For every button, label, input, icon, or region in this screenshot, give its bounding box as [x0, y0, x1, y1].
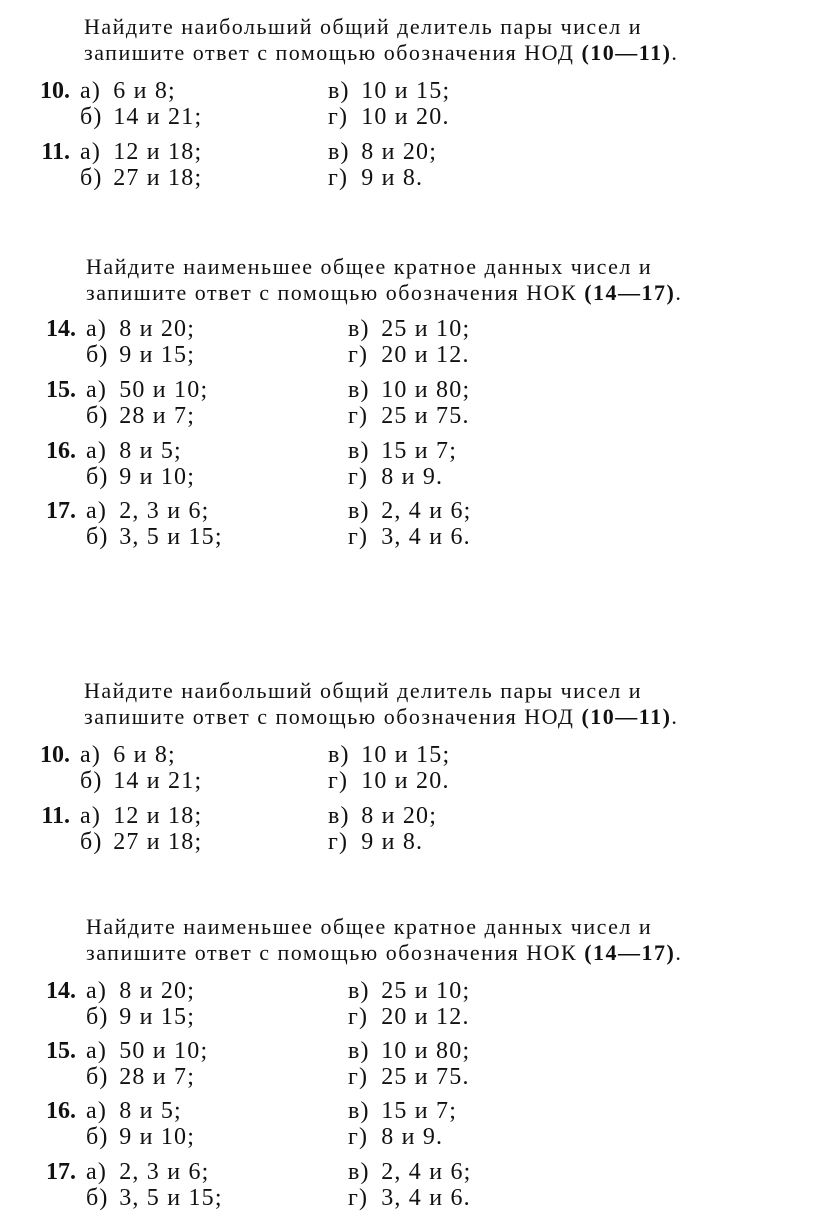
exercise: [0, 1098, 816, 1150]
item-label: б): [86, 1185, 109, 1211]
exercise-item-g: [348, 342, 470, 368]
item-label: в): [348, 498, 370, 524]
exercise: [0, 139, 816, 191]
exercise: [0, 438, 816, 490]
item-text: 6 и 8;: [113, 78, 176, 104]
section-prompt: [84, 14, 678, 66]
exercise-item-g: [328, 829, 423, 855]
item-text: 20 и 12.: [381, 1004, 470, 1030]
exercise: [0, 803, 816, 855]
item-label: г): [348, 464, 369, 490]
item-label: г): [348, 1004, 369, 1030]
exercise: [0, 1038, 816, 1090]
exercise-item-v: [348, 316, 470, 342]
item-text: 2, 3 и 6;: [119, 498, 210, 524]
prompt-line-2-end: .: [671, 40, 679, 65]
prompt-line-1: Найдите наименьшее общее кратное данных чисел и: [86, 254, 653, 279]
exercise-number: 10.: [40, 742, 70, 768]
exercise-number: 16.: [46, 1098, 76, 1124]
exercise-item-b: [86, 403, 195, 429]
exercise-number: 11.: [41, 139, 70, 165]
item-label: а): [86, 316, 108, 342]
item-label: а): [80, 803, 102, 829]
item-text: 9 и 10;: [119, 464, 196, 490]
item-text: 25 и 10;: [381, 978, 471, 1004]
item-text: 8 и 5;: [119, 1098, 182, 1124]
item-label: б): [86, 1004, 109, 1030]
exercise-range: (10—11): [581, 704, 672, 729]
exercise-item-a: [86, 1098, 182, 1124]
exercise-item-a: [86, 978, 195, 1004]
item-text: 10 и 15;: [361, 78, 451, 104]
item-text: 3, 4 и 6.: [381, 1185, 471, 1211]
item-text: 3, 5 и 15;: [119, 1185, 223, 1211]
item-text: 14 и 21;: [113, 768, 203, 794]
item-text: 2, 3 и 6;: [119, 1159, 210, 1185]
item-label: б): [86, 464, 109, 490]
exercise-range: (14—17): [584, 940, 676, 965]
item-text: 9 и 8.: [361, 829, 424, 855]
exercise-item-v: [328, 803, 437, 829]
item-text: 50 и 10;: [119, 377, 209, 403]
prompt-line-2: [84, 704, 678, 730]
exercise-number: 17.: [46, 1159, 76, 1185]
item-label: в): [348, 1098, 370, 1124]
item-label: в): [348, 1159, 370, 1185]
item-label: г): [328, 768, 349, 794]
item-label: б): [86, 403, 109, 429]
exercise-item-v: [328, 78, 450, 104]
item-text: 8 и 9.: [381, 464, 444, 490]
item-label: в): [328, 742, 350, 768]
exercise-item-b: [86, 1124, 195, 1150]
exercise-item-g: [328, 165, 423, 191]
item-label: а): [86, 377, 108, 403]
section-prompt: [86, 914, 682, 966]
item-label: б): [86, 1064, 109, 1090]
exercise-item-g: [348, 464, 443, 490]
item-text: 10 и 80;: [381, 1038, 471, 1064]
item-text: 20 и 12.: [381, 342, 470, 368]
exercise-item-a: [86, 316, 195, 342]
exercise-item-a: [86, 1038, 208, 1064]
item-text: 8 и 20;: [361, 139, 438, 165]
prompt-line-1: Найдите наибольший общий делитель пары чисел и: [84, 14, 642, 39]
item-text: 8 и 5;: [119, 438, 182, 464]
exercise-item-b: [86, 1064, 195, 1090]
exercise: [0, 1159, 816, 1211]
item-label: а): [80, 139, 102, 165]
exercise-item-a: [80, 803, 202, 829]
exercise-item-b: [80, 768, 202, 794]
exercise-item-b: [80, 104, 202, 130]
exercise-item-b: [80, 165, 202, 191]
exercise-item-g: [328, 104, 450, 130]
prompt-line-2-end: .: [671, 704, 679, 729]
exercise-item-b: [86, 1004, 195, 1030]
item-label: б): [86, 524, 109, 550]
exercise-range: (10—11): [581, 40, 672, 65]
item-label: г): [348, 1064, 369, 1090]
item-text: 25 и 10;: [381, 316, 471, 342]
exercise-item-g: [348, 403, 470, 429]
item-text: 10 и 15;: [361, 742, 451, 768]
item-label: а): [86, 438, 108, 464]
item-label: г): [348, 342, 369, 368]
prompt-line-2-end: .: [675, 280, 683, 305]
exercise-item-v: [348, 978, 470, 1004]
exercise-item-v: [348, 438, 457, 464]
exercise-number: 14.: [46, 316, 76, 342]
exercise-item-g: [328, 768, 450, 794]
item-label: в): [328, 78, 350, 104]
item-text: 9 и 15;: [119, 342, 196, 368]
exercise-item-b: [86, 342, 195, 368]
item-text: 12 и 18;: [113, 803, 203, 829]
item-label: в): [348, 978, 370, 1004]
exercise-item-a: [86, 438, 182, 464]
item-text: 25 и 75.: [381, 403, 470, 429]
item-label: а): [86, 498, 108, 524]
exercise-item-a: [80, 742, 176, 768]
item-text: 8 и 20;: [119, 316, 196, 342]
item-label: б): [86, 342, 109, 368]
exercise-item-g: [348, 1124, 443, 1150]
exercise-range: (14—17): [584, 280, 676, 305]
item-text: 2, 4 и 6;: [381, 498, 472, 524]
exercise-item-b: [86, 464, 195, 490]
item-label: г): [348, 524, 369, 550]
item-label: г): [328, 829, 349, 855]
exercise: [0, 742, 816, 794]
exercise-item-g: [348, 1185, 471, 1211]
prompt-line-2-text: запишите ответ с помощью обозначения НОД: [84, 704, 582, 729]
exercise-item-a: [86, 377, 208, 403]
item-label: в): [348, 1038, 370, 1064]
item-label: а): [86, 978, 108, 1004]
item-text: 28 и 7;: [119, 1064, 196, 1090]
prompt-line-1: Найдите наибольший общий делитель пары чисел и: [84, 678, 642, 703]
item-text: 8 и 20;: [361, 803, 438, 829]
exercise-item-b: [80, 829, 202, 855]
prompt-line-2-text: запишите ответ с помощью обозначения НОК: [86, 940, 585, 965]
exercise-item-v: [348, 377, 470, 403]
item-text: 8 и 20;: [119, 978, 196, 1004]
item-label: г): [328, 104, 349, 130]
item-label: б): [80, 165, 103, 191]
item-label: в): [328, 139, 350, 165]
item-label: г): [328, 165, 349, 191]
prompt-line-2-text: запишите ответ с помощью обозначения НОК: [86, 280, 585, 305]
item-text: 2, 4 и 6;: [381, 1159, 472, 1185]
item-text: 25 и 75.: [381, 1064, 470, 1090]
exercise-item-v: [328, 742, 450, 768]
item-label: б): [80, 829, 103, 855]
exercise-item-g: [348, 1064, 470, 1090]
item-label: г): [348, 403, 369, 429]
item-label: г): [348, 1124, 369, 1150]
exercise-item-v: [348, 1159, 472, 1185]
item-text: 28 и 7;: [119, 403, 196, 429]
item-label: в): [328, 803, 350, 829]
exercise-item-v: [328, 139, 437, 165]
item-label: г): [348, 1185, 369, 1211]
exercise-item-v: [348, 1038, 470, 1064]
item-text: 12 и 18;: [113, 139, 203, 165]
item-text: 15 и 7;: [381, 1098, 458, 1124]
item-label: а): [86, 1159, 108, 1185]
item-label: б): [80, 104, 103, 130]
prompt-line-2-text: запишите ответ с помощью обозначения НОД: [84, 40, 582, 65]
prompt-line-1: Найдите наименьшее общее кратное данных чисел и: [86, 914, 653, 939]
item-label: в): [348, 438, 370, 464]
prompt-line-2: [84, 40, 678, 66]
item-label: б): [80, 768, 103, 794]
exercise-item-b: [86, 1185, 223, 1211]
exercise-item-a: [86, 1159, 210, 1185]
prompt-line-2: [86, 940, 682, 966]
exercise: [0, 316, 816, 368]
item-label: в): [348, 316, 370, 342]
exercise-item-b: [86, 524, 223, 550]
item-text: 10 и 20.: [361, 104, 450, 130]
item-text: 10 и 20.: [361, 768, 450, 794]
item-text: 6 и 8;: [113, 742, 176, 768]
item-label: в): [348, 377, 370, 403]
item-label: а): [80, 742, 102, 768]
item-text: 10 и 80;: [381, 377, 471, 403]
item-text: 3, 5 и 15;: [119, 524, 223, 550]
exercise-number: 10.: [40, 78, 70, 104]
item-text: 3, 4 и 6.: [381, 524, 471, 550]
exercise: [0, 978, 816, 1030]
exercise-item-a: [80, 78, 176, 104]
exercise-number: 15.: [46, 377, 76, 403]
section-prompt: [84, 678, 678, 730]
prompt-line-2: [86, 280, 682, 306]
item-label: а): [86, 1098, 108, 1124]
item-label: а): [80, 78, 102, 104]
item-label: б): [86, 1124, 109, 1150]
exercise-number: 11.: [41, 803, 70, 829]
item-text: 27 и 18;: [113, 165, 203, 191]
prompt-line-2-end: .: [675, 940, 683, 965]
exercise: [0, 498, 816, 550]
exercise-item-g: [348, 1004, 470, 1030]
section-prompt: [86, 254, 682, 306]
item-text: 27 и 18;: [113, 829, 203, 855]
exercise: [0, 78, 816, 130]
exercise-number: 15.: [46, 1038, 76, 1064]
item-text: 9 и 8.: [361, 165, 424, 191]
item-text: 50 и 10;: [119, 1038, 209, 1064]
item-text: 9 и 15;: [119, 1004, 196, 1030]
item-text: 15 и 7;: [381, 438, 458, 464]
item-label: а): [86, 1038, 108, 1064]
exercise-item-g: [348, 524, 471, 550]
exercise-number: 17.: [46, 498, 76, 524]
exercise-number: 14.: [46, 978, 76, 1004]
item-text: 9 и 10;: [119, 1124, 196, 1150]
exercise-item-v: [348, 1098, 457, 1124]
item-text: 14 и 21;: [113, 104, 203, 130]
exercise-item-v: [348, 498, 472, 524]
exercise-item-a: [80, 139, 202, 165]
exercise: [0, 377, 816, 429]
item-text: 8 и 9.: [381, 1124, 444, 1150]
exercise-item-a: [86, 498, 210, 524]
exercise-number: 16.: [46, 438, 76, 464]
